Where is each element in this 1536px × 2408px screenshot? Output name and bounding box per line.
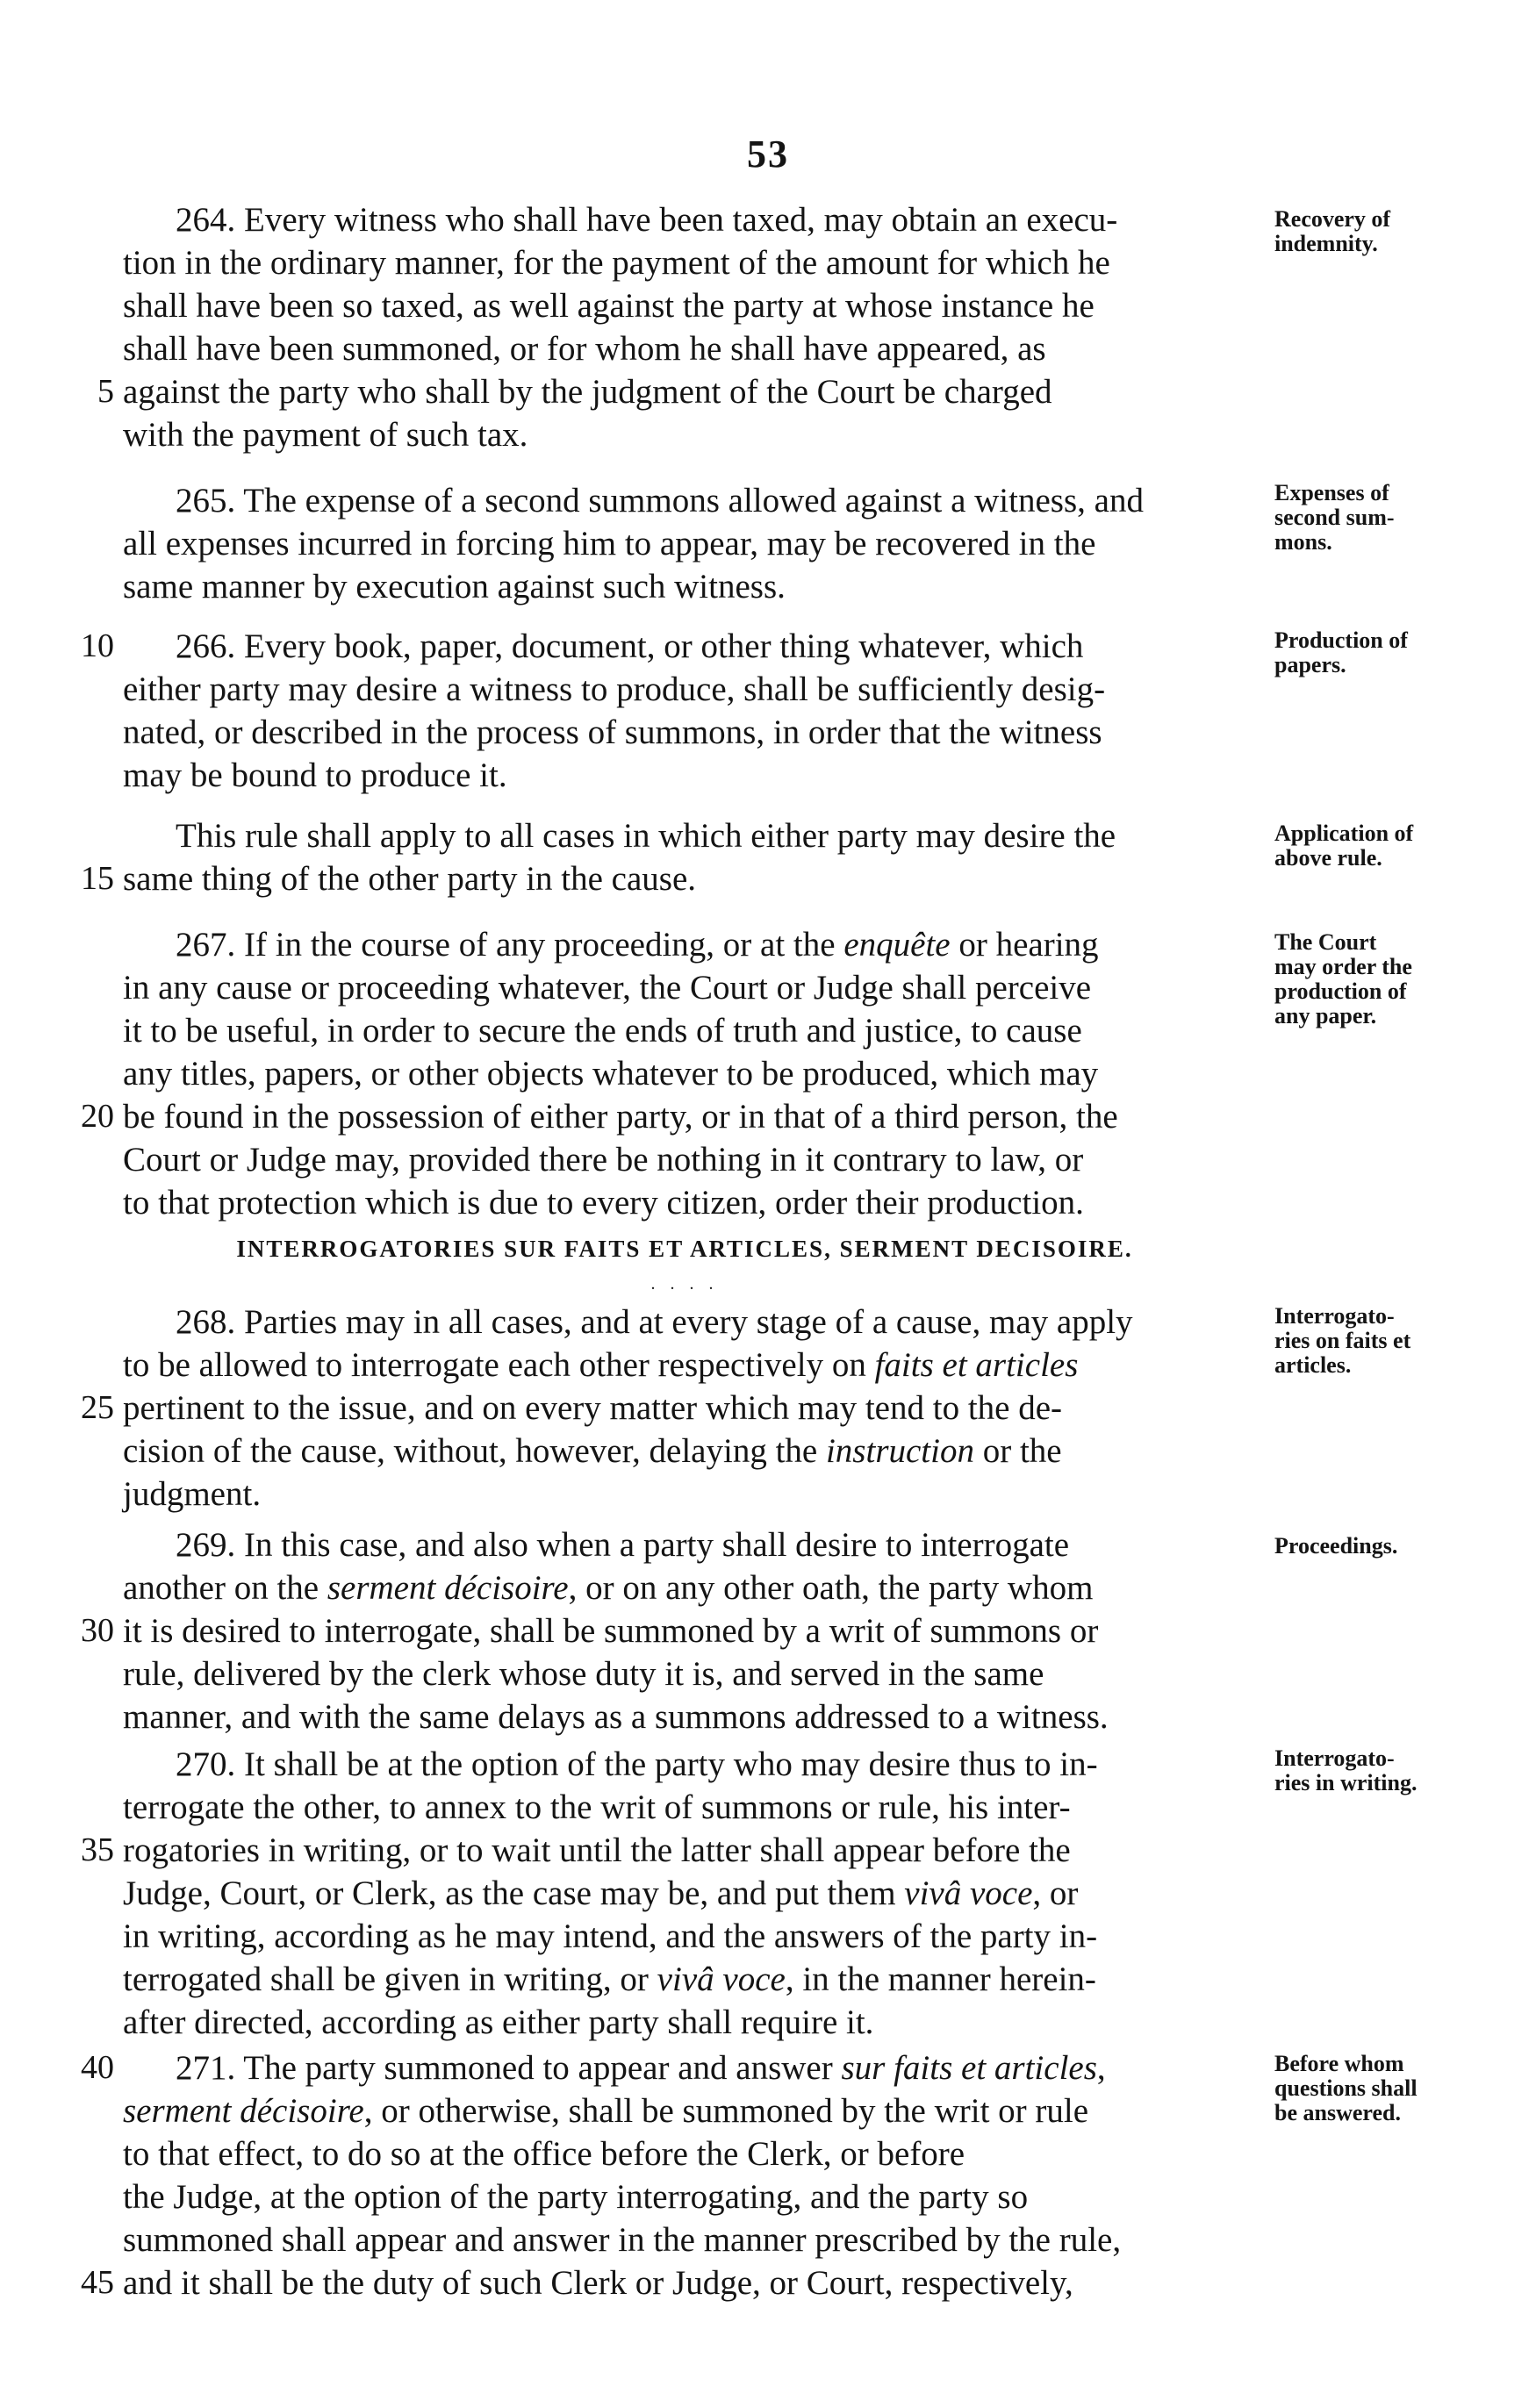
paragraph-264 [53, 198, 1246, 456]
text-line: same manner by execution against such witness. [123, 568, 786, 606]
paragraph-268 [53, 1301, 1246, 1516]
line-number: 25 [81, 1389, 114, 1426]
text-line: pertinent to the issue, and on every matter which may tend to the de- [123, 1389, 1063, 1427]
note-line: Interrogato- [1274, 1303, 1395, 1329]
note-line: may order the [1274, 954, 1412, 979]
text-line: shall have been so taxed, as well against the party at whose instance he [123, 287, 1095, 325]
note-line: above rule. [1274, 845, 1382, 871]
text-line: This rule shall apply to all cases in which either party may desire the [176, 817, 1116, 855]
text-line: to that effect, to do so at the office before the Clerk, or before [123, 2135, 965, 2173]
text-line [123, 1872, 1078, 1915]
italic-term: faits et articles [874, 1346, 1079, 1384]
text-run: , or on any other oath, the party whom [568, 1569, 1094, 1607]
text-line: with the payment of such tax. [123, 416, 528, 454]
text-line: 264. Every witness who shall have been taxed, may obtain an execu- [176, 201, 1118, 239]
text-line: either party may desire a witness to produce, shall be sufficiently desig- [123, 670, 1106, 708]
text-line: manner, and with the same delays as a summons addressed to a witness. [123, 1698, 1109, 1736]
text-line: 268. Parties may in all cases, and at every stage of a cause, may apply [176, 1303, 1133, 1341]
note-line: Production of [1274, 627, 1408, 653]
text-line: in any cause or proceeding whatever, the Court or Judge shall perceive [123, 969, 1092, 1007]
line-number: 45 [81, 2264, 114, 2301]
paragraph-271 [53, 2046, 1246, 2304]
text-line: nated, or described in the process of summons, in order that the witness [123, 713, 1102, 751]
line-number: 30 [81, 1612, 114, 1649]
italic-term: serment décisoire [327, 1569, 569, 1607]
italic-term: enquête [843, 926, 951, 964]
text-line [176, 2046, 1106, 2089]
note-line: The Court [1274, 929, 1377, 955]
text-line: against the party who shall by the judgment of the Court be charged [123, 373, 1052, 411]
text-run: , in the manner herein- [785, 1960, 1096, 1998]
text-line: same thing of the other party in the cause. [123, 860, 697, 898]
note-line: Interrogato- [1274, 1745, 1395, 1771]
text-line [176, 923, 1099, 966]
margin-note-application-of-above-rule [1274, 821, 1485, 871]
paragraph-application [53, 814, 1246, 900]
margin-note-expenses-of-second-summons [1274, 481, 1485, 555]
line-number: 40 [81, 2049, 114, 2086]
note-line: production of [1274, 978, 1407, 1004]
note-line: articles. [1274, 1352, 1352, 1378]
note-line: ries in writing. [1274, 1770, 1418, 1795]
text-line: it to be useful, in order to secure the ends of truth and justice, to cause [123, 1012, 1082, 1050]
text-run: Judge, Court, or Clerk, as the case may be, and put them [123, 1874, 905, 1912]
text-run: another on the [123, 1569, 327, 1607]
text-run: or the [973, 1432, 1062, 1470]
text-line: it is desired to interrogate, shall be summoned by a writ of summons or [123, 1612, 1099, 1650]
margin-note-interrogatories-in-writing [1274, 1746, 1485, 1795]
margin-note-before-whom-answered [1274, 2052, 1485, 2125]
line-number: 20 [81, 1098, 114, 1135]
text-run: terrogated shall be given in writing, or [123, 1960, 657, 1998]
note-line: Expenses of [1274, 480, 1389, 505]
line-number: 35 [81, 1831, 114, 1868]
paragraph-267 [53, 923, 1246, 1224]
text-line [123, 2089, 1088, 2132]
text-line: 270. It shall be at the option of the party who may desire thus to in- [176, 1745, 1098, 1783]
note-line: Before whom [1274, 2051, 1404, 2076]
note-line: Proceedings. [1274, 1533, 1398, 1559]
margin-note-production-of-papers [1274, 628, 1485, 677]
text-line: terrogate the other, to annex to the writ of summons or rule, his inter- [123, 1788, 1071, 1826]
text-line: and it shall be the duty of such Clerk or Judge, or Court, respectively, [123, 2264, 1073, 2302]
text-line [123, 1344, 1078, 1387]
italic-term: serment décisoire [123, 2092, 364, 2130]
note-line: Recovery of [1274, 206, 1391, 232]
text-line: in writing, according as he may intend, and the answers of the party in- [123, 1917, 1098, 1955]
paragraph-270 [53, 1743, 1246, 2044]
italic-term: vivâ voce [657, 1960, 786, 1998]
note-line: Application of [1274, 821, 1414, 846]
note-line: papers. [1274, 652, 1346, 677]
margin-note-proceedings [1274, 1534, 1485, 1559]
note-line: mons. [1274, 529, 1332, 555]
heading-dots: . . . . [650, 1274, 719, 1294]
text-line: all expenses incurred in forcing him to appear, may be recovered in the [123, 525, 1096, 563]
text-line: rogatories in writing, or to wait until the latter shall appear before the [123, 1831, 1071, 1869]
text-line: 265. The expense of a second summons allowed against a witness, and [176, 482, 1144, 520]
text-line [123, 1430, 1062, 1473]
page-number: 53 [747, 133, 789, 176]
text-line: the Judge, at the option of the party interrogating, and the party so [123, 2178, 1029, 2216]
text-run: or hearing [950, 926, 1099, 964]
italic-term: sur faits et articles [841, 2049, 1097, 2087]
paragraph-266 [53, 625, 1246, 797]
text-run: to be allowed to interrogate each other respectively on [123, 1346, 875, 1384]
text-line: 266. Every book, paper, document, or other thing whatever, which [176, 627, 1084, 665]
margin-note-interrogatories-on-faits [1274, 1304, 1485, 1378]
note-line: questions shall [1274, 2075, 1418, 2101]
line-number: 15 [81, 860, 114, 897]
note-line: any paper. [1274, 1003, 1377, 1028]
text-line: be found in the possession of either party, or in that of a third person, the [123, 1098, 1118, 1136]
note-line: indemnity. [1274, 231, 1378, 256]
text-run: , or [1032, 1874, 1079, 1912]
line-number: 5 [97, 373, 114, 410]
text-line [123, 1958, 1096, 2001]
text-line: after directed, according as either party shall require it. [123, 2003, 874, 2041]
text-line: rule, delivered by the clerk whose duty it is, and served in the same [123, 1655, 1044, 1693]
paragraph-265 [53, 479, 1246, 608]
text-run: 267. If in the course of any proceeding, or at the [176, 926, 844, 964]
text-run: 271. The party summoned to appear and answer [176, 2049, 842, 2087]
italic-term: vivâ voce [904, 1874, 1033, 1912]
note-line: ries on faits et [1274, 1328, 1411, 1353]
text-run: , [1096, 2049, 1106, 2087]
text-line: 269. In this case, and also when a party shall desire to interrogate [176, 1526, 1070, 1564]
text-line [123, 1566, 1093, 1609]
text-run: , or otherwise, shall be summoned by the writ or rule [363, 2092, 1089, 2130]
text-line: judgment. [123, 1475, 262, 1513]
line-number: 10 [81, 627, 114, 664]
text-line: tion in the ordinary manner, for the payment of the amount for which he [123, 244, 1110, 282]
note-line: be answered. [1274, 2100, 1401, 2125]
text-line: Court or Judge may, provided there be nothing in it contrary to law, or [123, 1141, 1084, 1179]
text-line: summoned shall appear and answer in the manner prescribed by the rule, [123, 2221, 1122, 2259]
text-line: to that protection which is due to every citizen, order their production. [123, 1184, 1084, 1222]
section-heading: INTERROGATORIES SUR FAITS ET ARTICLES, SERMENT DECISOIRE. [236, 1236, 1133, 1262]
text-run: cision of the cause, without, however, delaying the [123, 1432, 826, 1470]
text-line: any titles, papers, or other objects whatever to be produced, which may [123, 1055, 1099, 1093]
margin-note-court-may-order [1274, 930, 1485, 1028]
text-line: may be bound to produce it. [123, 756, 507, 794]
italic-term: instruction [825, 1432, 974, 1470]
paragraph-269 [53, 1523, 1246, 1738]
margin-note-recovery-of-indemnity [1274, 207, 1485, 256]
note-line: second sum- [1274, 505, 1395, 530]
text-line: shall have been summoned, or for whom he shall have appeared, as [123, 330, 1046, 368]
